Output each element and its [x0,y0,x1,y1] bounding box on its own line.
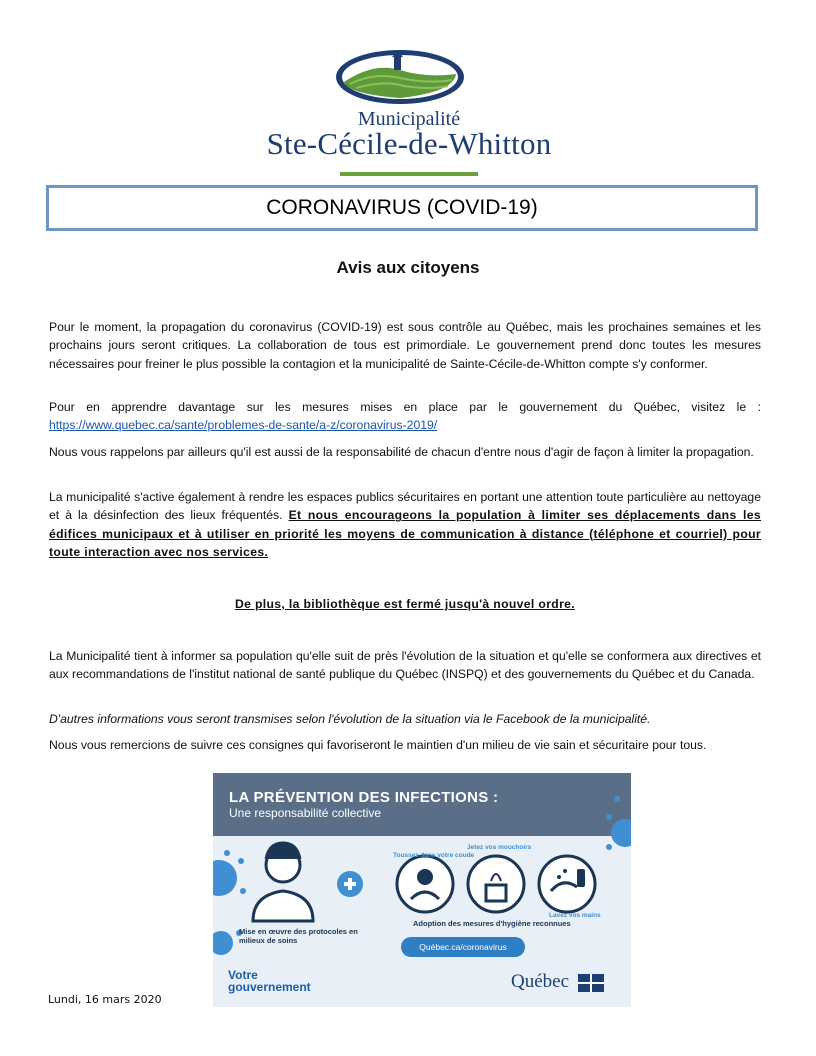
tissue-bin-icon [468,856,524,912]
municipality-logo [254,48,564,180]
paragraph-facebook-info: D'autres informations vous seront transmises selon l'évolution de la situation via le Facebook de la municipalité. [49,712,651,726]
votre-gouvernement-logo [228,969,311,993]
paragraph-responsibility: Nous vous rappelons par ailleurs qu'il est aussi de la responsabilité de chacun d'entre nous d'agir de façon à limiter la propagation. [49,445,754,459]
logo-municipality-name: Ste-Cécile-de-Whitton [266,126,552,161]
gouvernement-text: gouvernement [228,980,311,994]
virus-icon [213,850,246,896]
poster-caption-protocols: Mise en œuvre des protocoles en milieux de soins [239,927,358,945]
page-title: CORONAVIRUS (COVID-19) [266,196,538,219]
library-closed-notice [49,595,761,613]
paragraph-public-spaces-emphasis: Et nous encourageons la population à limiter ses déplacements dans les édifices municipaux et à utiliser en priorité les moyens de communication à distance (téléphone et courriel) pour toute interaction avec nos services. [49,508,762,560]
landscape-logo-icon [334,48,466,106]
library-closed-text: De plus, la bibliothèque est fermé jusqu'à nouvel ordre. [234,597,576,611]
logo-underline [340,172,478,176]
quebec-logo-text: Québec [511,971,570,992]
virus-icon [606,796,631,850]
votre-text: Votre [228,968,258,982]
notice-subtitle: Avis aux citoyens [336,258,480,277]
poster-arc-wash: Lavez vos mains [549,912,601,919]
poster-heading: LA PRÉVENTION DES INFECTIONS : [229,789,499,806]
poster-subheading: Une responsabilité collective [229,806,382,820]
government-covid-link[interactable]: https://www.quebec.ca/sante/problemes-de-sante/a-z/coronavirus-2019/ [49,418,438,433]
paragraph-follow-situation: La Municipalité tient à informer sa population qu'elle suit de près l'évolution de la situation et qu'elle se conformera aux directives et aux recommandations de l'institut national de santé publique du Québec (INSPQ) et des gouvernements du Québec et du Canada. [49,649,761,682]
paragraph-learn-more-text: Pour en apprendre davantage sur les mesures mises en place par le gouvernement du Québec, visitez le : [49,400,761,414]
poster-arc-tissues: Jetez vos mouchoirs [467,844,532,851]
health-worker-icon [253,843,313,921]
quebec-flag-icon [578,974,604,992]
poster-arc-cough: Toussez dans votre coude [393,852,475,859]
paragraph-thanks: Nous vous remercions de suivre ces consignes qui favoriseront le maintien d'un milieu de vie sain et sécuritaire pour tous. [49,738,707,752]
infection-prevention-poster [213,773,631,1007]
paragraph-public-spaces [49,488,761,562]
page-title-box [46,185,758,231]
poster-url-pill: Québec.ca/coronavirus [401,937,525,957]
paragraph-public-spaces-text: La municipalité s'active également à rendre les espaces publics sécuritaires en portant une attention toute particulière au nettoyage et à la désinfection des lieux fréquentés. [49,490,761,523]
cough-elbow-icon [397,856,453,912]
virus-icon [213,930,242,955]
paragraph-learn-more [49,398,761,435]
logo-municipalite-text: Municipalité [357,108,461,130]
quebec-logo [511,971,604,993]
hand-washing-icon [539,856,595,912]
plus-icon [337,871,363,897]
paragraph-situation: Pour le moment, la propagation du coronavirus (COVID-19) est sous contrôle au Québec, mais les prochaines semaines et les prochains jours seront critiques. La collaboration de tous est primordiale. Le gouvernement prend donc toutes les mesures nécessaires pour freiner le plus possible la contagion et la municipalité de Sainte-Cécile-de-Whitton compte s'y conformer. [49,320,761,371]
poster-caption-hygiene: Adoption des mesures d'hygiène reconnues [413,919,571,928]
document-date: Lundi, 16 mars 2020 [48,993,162,1006]
